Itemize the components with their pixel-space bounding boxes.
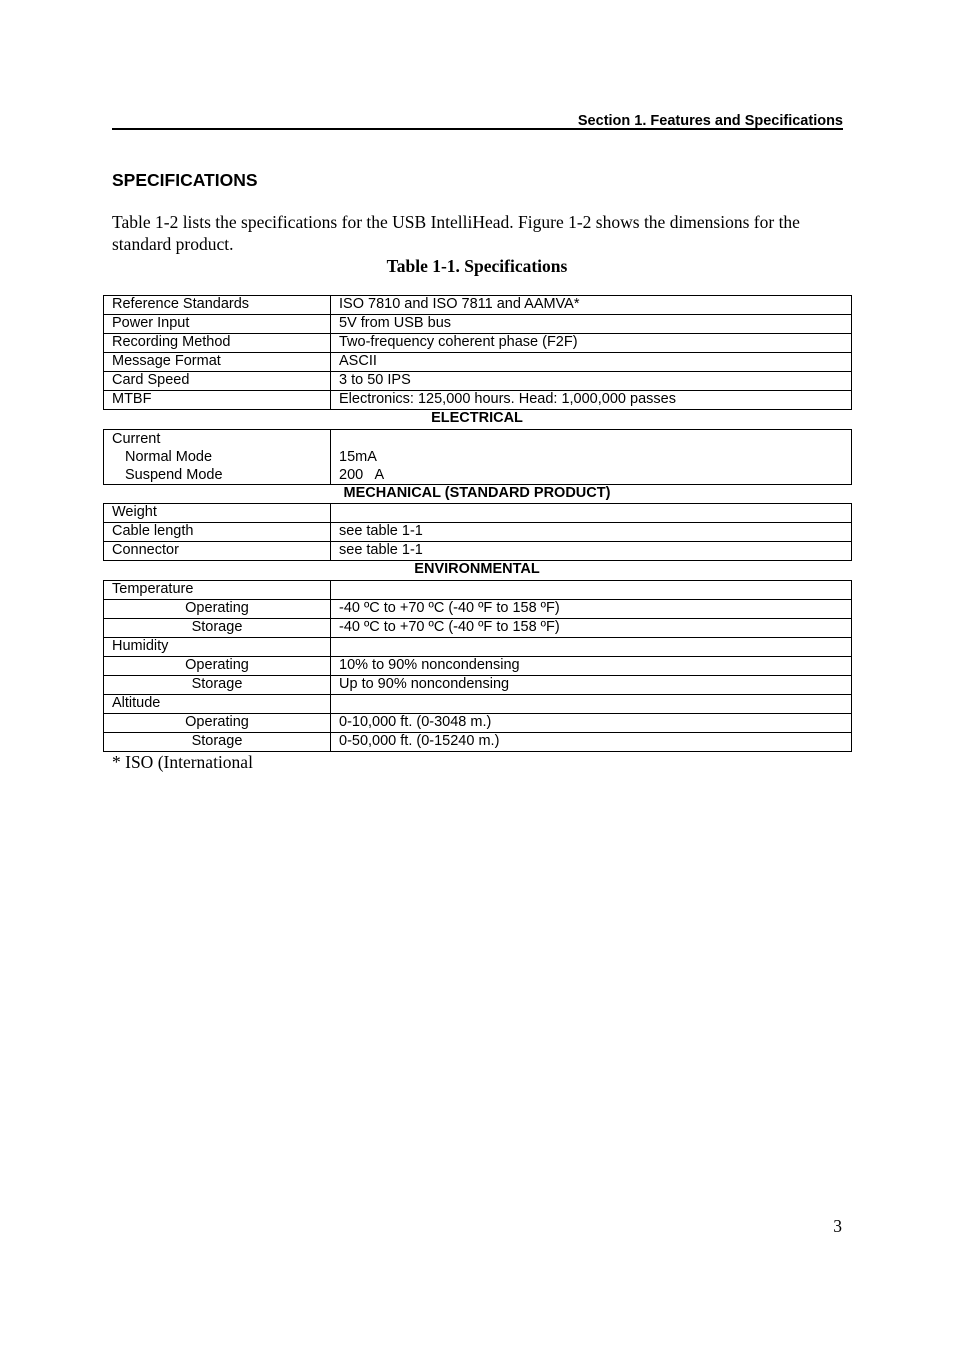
spec-value: Two-frequency coherent phase (F2F) <box>331 334 852 353</box>
spec-sublabel: Operating <box>104 714 331 733</box>
table-row <box>104 504 852 523</box>
spec-sublabel: Storage <box>104 733 331 752</box>
current-value <box>339 430 851 448</box>
spec-value: 5V from USB bus <box>331 315 852 334</box>
spec-value <box>331 430 852 485</box>
spec-value: Electronics: 125,000 hours. Head: 1,000,000 passes <box>331 391 852 410</box>
spec-sublabel: Storage <box>104 676 331 695</box>
spec-label: Card Speed <box>104 372 331 391</box>
table-row <box>104 714 852 733</box>
spec-value: 0-50,000 ft. (0-15240 m.) <box>331 733 852 752</box>
spec-value <box>331 504 852 523</box>
normal-mode-label: Normal Mode <box>125 449 213 465</box>
table-row <box>104 296 852 315</box>
spec-value: see table 1-1 <box>331 523 852 542</box>
electrical-table <box>103 429 852 485</box>
table-row <box>104 430 852 485</box>
section-heading: SPECIFICATIONS <box>112 170 258 190</box>
table-row <box>104 523 852 542</box>
current-label: Current <box>112 431 161 447</box>
spec-label: Temperature <box>104 581 331 600</box>
table-row <box>104 695 852 714</box>
spec-label: Power Input <box>104 315 331 334</box>
page-number: 3 <box>833 1216 842 1236</box>
spec-label: Reference Standards <box>104 296 331 315</box>
spec-label: Altitude <box>104 695 331 714</box>
spec-value: Up to 90% noncondensing <box>331 676 852 695</box>
general-spec-table <box>103 295 852 410</box>
table-row <box>104 334 852 353</box>
header-rule <box>112 128 843 130</box>
table-row <box>104 581 852 600</box>
running-header: Section 1. Features and Specifications <box>577 113 843 129</box>
spec-value <box>331 581 852 600</box>
spec-value: 0-10,000 ft. (0-3048 m.) <box>331 714 852 733</box>
spec-value: see table 1-1 <box>331 542 852 561</box>
spec-label: Message Format <box>104 353 331 372</box>
spec-value: ASCII <box>331 353 852 372</box>
mechanical-heading: MECHANICAL (STANDARD PRODUCT) <box>343 485 611 501</box>
table-row <box>104 353 852 372</box>
suspend-mode-label: Suspend Mode <box>125 467 223 483</box>
table-row <box>104 391 852 410</box>
suspend-mode-value: 200 A <box>339 467 385 483</box>
table-row <box>104 676 852 695</box>
spec-sublabel: Storage <box>104 619 331 638</box>
table-row <box>104 619 852 638</box>
spec-value <box>331 695 852 714</box>
spec-label: MTBF <box>104 391 331 410</box>
spec-label: Connector <box>104 542 331 561</box>
spec-sublabel: Operating <box>104 657 331 676</box>
spec-value: 3 to 50 IPS <box>331 372 852 391</box>
intro-paragraph: Table 1-2 lists the specifications for the USB IntelliHead. Figure 1-2 shows the dimensions for the standard product. <box>112 212 800 254</box>
spec-label: Weight <box>104 504 331 523</box>
environmental-heading: ENVIRONMENTAL <box>414 561 540 577</box>
electrical-heading: ELECTRICAL <box>431 410 523 426</box>
normal-mode-value: 15mA <box>339 449 377 465</box>
spec-value: ISO 7810 and ISO 7811 and AAMVA* <box>331 296 852 315</box>
table-row <box>104 657 852 676</box>
spec-value: -40 ºC to +70 ºC (-40 ºF to 158 ºF) <box>331 600 852 619</box>
spec-label: Cable length <box>104 523 331 542</box>
footnote: * ISO (International <box>112 752 253 772</box>
mechanical-table <box>103 503 852 561</box>
spec-value: -40 ºC to +70 ºC (-40 ºF to 158 ºF) <box>331 619 852 638</box>
table-row <box>104 733 852 752</box>
table-row <box>104 600 852 619</box>
spec-sublabel: Operating <box>104 600 331 619</box>
environmental-table <box>103 580 852 752</box>
table-caption: Table 1-1. Specifications <box>386 256 568 276</box>
spec-label: Humidity <box>104 638 331 657</box>
table-row <box>104 638 852 657</box>
spec-value: 10% to 90% noncondensing <box>331 657 852 676</box>
spec-label: Recording Method <box>104 334 331 353</box>
spec-value <box>331 638 852 657</box>
table-row <box>104 372 852 391</box>
table-row <box>104 542 852 561</box>
table-row <box>104 315 852 334</box>
spec-label <box>104 430 331 485</box>
